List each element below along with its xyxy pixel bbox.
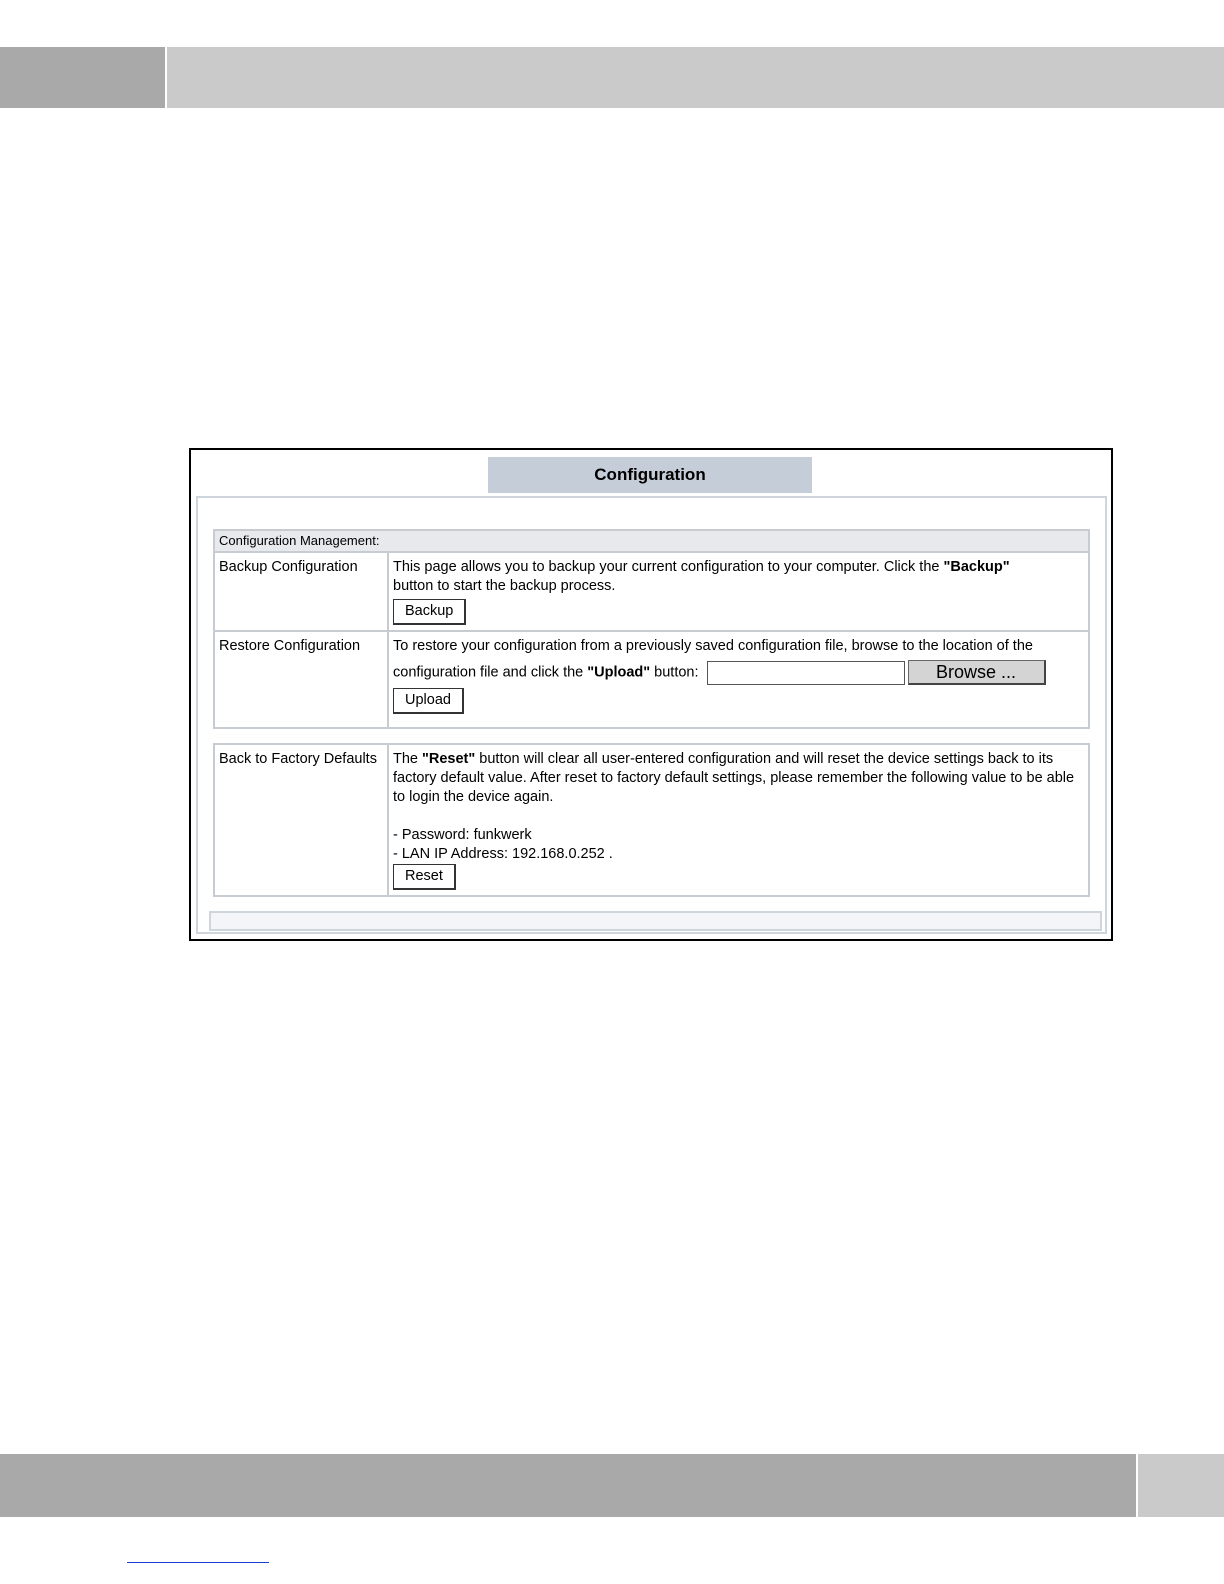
panel-footer xyxy=(209,911,1102,931)
header-bar xyxy=(167,47,1224,108)
factory-defaults-table xyxy=(213,743,1090,897)
password-line: - Password: funkwerk xyxy=(393,827,532,843)
upload-button[interactable]: Upload xyxy=(393,688,464,714)
browse-button[interactable]: Browse ... xyxy=(908,660,1046,685)
footer-right-block xyxy=(1138,1454,1224,1517)
footer-bar xyxy=(0,1454,1136,1517)
restore-description: To restore your configuration from a previously saved configuration file, browse to the location of the configuration file and click the "Upload" button: Browse ... Upload xyxy=(388,631,1089,728)
footer-rule xyxy=(127,1562,269,1563)
factory-defaults-label: Back to Factory Defaults xyxy=(214,744,388,896)
lan-ip-line: - LAN IP Address: 192.168.0.252 . xyxy=(393,846,613,862)
table-row xyxy=(214,552,1089,631)
restore-label: Restore Configuration xyxy=(214,631,388,728)
table-header: Configuration Management: xyxy=(214,530,1089,552)
restore-file-input[interactable] xyxy=(707,661,905,685)
backup-label: Backup Configuration xyxy=(214,552,388,631)
header-left-block xyxy=(0,47,165,108)
table-row xyxy=(214,744,1089,896)
factory-defaults-description: The "Reset" button will clear all user-entered configuration and will reset the device settings back to its factory default value. After reset to factory default settings, please remember the following value to be able to login the device again. - Password: funkwerk - LAN IP Address: 192.168.0.252 . Reset xyxy=(388,744,1089,896)
backup-description: This page allows you to backup your current configuration to your computer. Click the "Backup" button to start the backup process. Backup xyxy=(388,552,1089,631)
reset-button[interactable]: Reset xyxy=(393,864,456,890)
configuration-screenshot xyxy=(189,448,1113,941)
configuration-management-table xyxy=(213,529,1090,729)
page-title: Configuration xyxy=(488,457,812,493)
table-row xyxy=(214,631,1089,728)
configuration-panel xyxy=(196,496,1107,934)
backup-button[interactable]: Backup xyxy=(393,599,466,625)
